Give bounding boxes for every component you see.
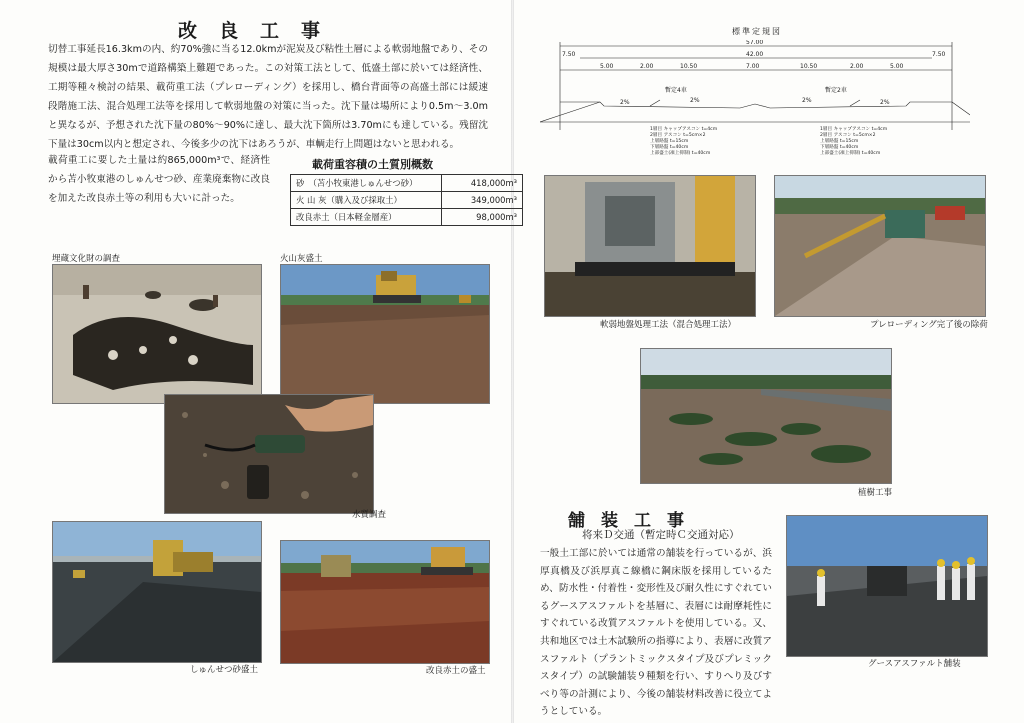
red-soil-photo [280,540,490,664]
paving-works-title: 舗装工事 [568,511,700,531]
planting-caption: 植樹工事 [858,488,893,498]
soil-name: 火 山 灰（購入及び採取土） [291,192,442,209]
soil-value: 98,000m³ [442,209,523,226]
improvement-paragraph-1: 切替工事延長16.3kmの内、約70%強に当る12.0kmが泥炭及び粘性土層による軟弱地盤であり、その規模は最大厚さ30mで道路構築上難題であった。この対策工法として、低盛土部に於いては経済性、工期等種々検討の結果、載荷重工法（プレローディング）を採用し、橋台背面等の高盛土部には緩速段階施工法、混合処理工法等を採用して軟弱地盤の対策に当った。沈下量は場所により0.5m〜3.0mと異なるが、予想された沈下量の80%〜90%に達し、最大沈下箇所は3.70mにも達している。残留沈下量は30cm以内と想定され、今後多少の沈下はあろうが、車輌走行上問題はないと思われる。 [48,44,488,150]
soil-value: 418,000m³ [442,175,523,192]
slope-tag: 2% [620,99,630,106]
dim-lane: 5.00 [890,63,904,70]
dredged-caption: しゅんせつ砂盛土 [190,665,259,675]
legend-right: 1層目 キャップアスコン t=4cm [820,127,888,132]
dim-lane: 7.00 [746,63,760,70]
table-row [291,192,523,209]
dim-lane: 2.00 [850,63,864,70]
preload-caption: プレローディング完了後の除荷 [870,320,988,330]
dim-lane: 2.00 [640,63,654,70]
asphalt-photo [786,515,988,657]
dim-side-right: 7.50 [932,51,946,58]
soil-name: 砂 （苫小牧東港しゅんせつ砂） [291,175,442,192]
water-survey-photo [164,394,374,514]
asphalt-caption: グースアスファルト舗装 [868,659,961,669]
cross-section-title: 標準定規図 [732,27,782,36]
mixing-method-photo [544,175,756,317]
dim-mid: 42.00 [746,51,764,58]
slope-tag: 2% [880,99,890,106]
legend-left: 下層路盤 t=40cm [650,145,689,150]
soil-name: 改良赤土（日本軽金層産） [291,209,442,226]
water-caption: 水質調査 [352,510,387,520]
legend-right: 上部盛土(凍上抑制) t=40cm [820,151,881,156]
table-row [291,175,523,192]
tag-4lane: 暫定4車 [665,87,687,94]
dim-lane: 5.00 [600,63,614,70]
planting-photo [640,348,892,484]
soil-volume-table [290,174,523,226]
legend-left: 1層目 キャップアスコン t=4cm [650,127,718,132]
improvement-paragraph-2: 載荷重工に要した土量は約865,000m³で、経済性から苫小牧東港のしゅんせつ砂、産業廃棄物に改良を加えた改良赤土等の利用も大いに計った。 [48,155,270,204]
soil-table-title: 載荷重容積の土質別概数 [312,158,433,171]
red-soil-caption: 改良赤土の盛土 [426,666,486,676]
dim-lane: 10.50 [800,63,818,70]
legend-right: 2層目 アスコン t=5cm×2 [820,133,876,138]
legend-right: 下層路盤 t=40cm [820,145,859,150]
archaeology-caption: 埋蔵文化財の調査 [52,254,121,264]
legend-left: 上層路盤 t=15cm [650,139,689,144]
table-row [291,209,523,226]
legend-left: 2層目 アスコン t=5cm×2 [650,133,706,138]
soil-value: 349,000m³ [442,192,523,209]
archaeology-photo [52,264,262,404]
volcanic-fill-photo [280,264,490,404]
preload-photo [774,175,986,317]
dim-side-left: 7.50 [562,51,576,58]
mixing-caption: 軟弱地盤処理工法（混合処理工法） [600,320,737,330]
slope-tag: 2% [690,97,700,104]
dim-total: 57.00 [746,40,764,46]
dredged-sand-photo [52,521,262,663]
volcanic-caption: 火山灰盛土 [280,254,323,264]
standard-cross-section-diagram [540,40,970,160]
improvement-works-title: 改良工事 [178,20,343,42]
slope-tag: 2% [802,97,812,104]
legend-right: 上層路盤 t=15cm [820,139,859,144]
legend-left: 上部盛土(凍上抑制) t=40cm [650,151,711,156]
paving-paragraph: 一般土工部に於いては通常の舗装を行っているが、浜厚真橋及び浜厚真こ線橋に鋼床版を採用しているため、防水性・付着性・変形性及び耐久性にすぐれているグースアスファルトを基層に、表層には耐摩耗性にすぐれている改質アスファルトを使用している。又、共和地区では土木試験所の指導により、表層に改質アスファルト（プラントミックスタイプ及びプレミックスタイプ）の試験舗装９種類を行い、すりへり及びすべり等の計測により、今後の舗装材料改善に役立てようとしている。 [540,548,772,718]
dim-lane: 10.50 [680,63,698,70]
paving-subtitle: 将来Ｄ交通（暫定時Ｃ交通対応） [582,529,740,541]
tag-2lane: 暫定2車 [825,87,847,94]
